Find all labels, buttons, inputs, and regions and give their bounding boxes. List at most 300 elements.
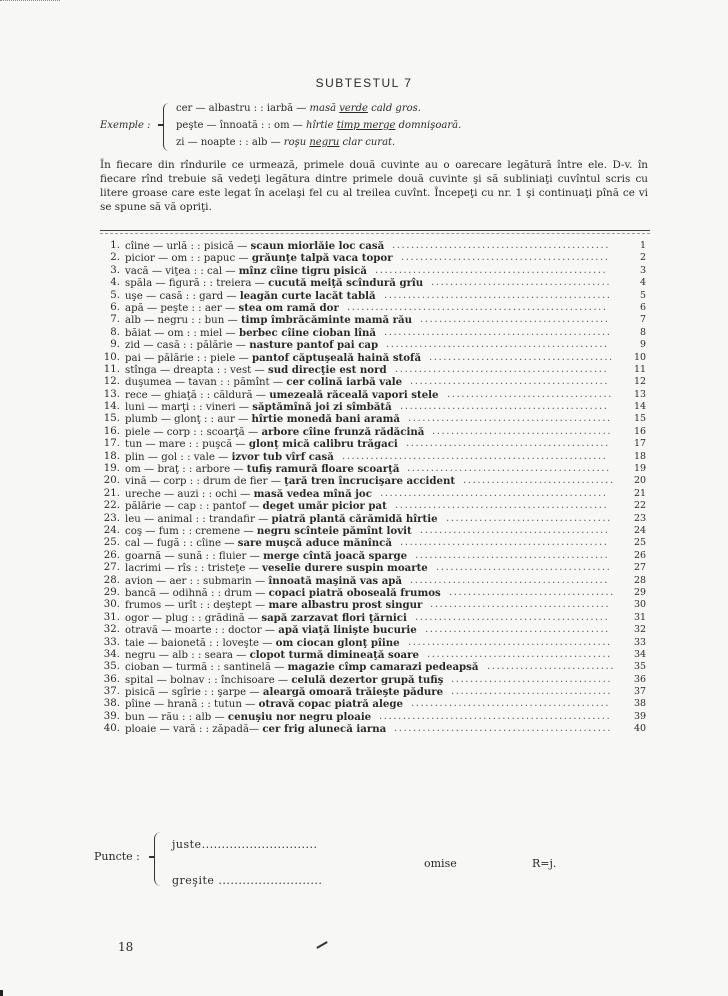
item-number: 2. (110, 252, 120, 264)
list-item (98, 698, 658, 710)
list-item (98, 339, 658, 351)
points-label: Puncte : (94, 850, 140, 863)
r-formula: R=j. (532, 857, 557, 870)
list-item (98, 649, 658, 661)
item-pair: rece — ghiaţă : : căldură — (125, 389, 266, 401)
item-text (125, 525, 412, 538)
item-score-number: 1 (639, 240, 646, 251)
item-score-number: 19 (634, 463, 647, 475)
item-pair: plumb — glonţ : : aur — (125, 414, 249, 426)
item-number: 4. (110, 277, 120, 289)
list-item (98, 277, 658, 289)
item-number: 21. (103, 487, 120, 499)
item-score-number: 27 (634, 562, 647, 574)
item-choices[interactable]: om ciocan glonţ pîine (275, 636, 400, 649)
item-leader-dots: .................................. (451, 686, 613, 698)
item-number: 25. (103, 537, 120, 549)
instructions-paragraph: În fiecare din rîndurile ce urmează, primele două cuvinte au o oarecare legătură între ele. D-v. în fiecare rînd trebuie să vedeţi legătura dintre primele două cuvinte şi să subliniaţi cuvîntul scris cu litere groase care este legat în acelaşi fel cu al treilea cuvînt. Începeţi cu nr. 1 şi continuaţi pînă ce vi se spune să vă opriţi. (100, 159, 648, 213)
item-text (125, 290, 376, 303)
item-text (125, 475, 455, 488)
items-list (98, 240, 658, 736)
item-text (125, 698, 403, 711)
item-score-number: 23 (634, 512, 647, 524)
item-leader-dots: ...................................... (430, 599, 611, 611)
item-pair: vacă — viţea : : cal — (125, 265, 236, 277)
item-leader-dots: ........................................... (407, 463, 611, 475)
list-item (98, 376, 658, 388)
item-choices[interactable]: glonţ mică calibru trăgaci (248, 438, 398, 451)
item-text (125, 537, 392, 550)
item-number: 40. (103, 723, 120, 735)
item-score-number: 28 (634, 574, 647, 586)
item-number: 9. (110, 339, 120, 351)
item-leader-dots: ............................................ (401, 252, 610, 264)
item-leader-dots: ................................................ (384, 289, 612, 301)
item-number: 11. (103, 363, 120, 375)
item-leader-dots: ........................................ (420, 314, 610, 326)
item-pair: cioban — turmă : : santinelă — (125, 662, 285, 674)
item-choices[interactable]: cer frig alunecă iarna (262, 723, 387, 736)
item-leader-dots: ................................................. (379, 710, 612, 722)
list-item (98, 352, 658, 364)
item-number: 23. (103, 512, 120, 524)
item-leader-dots: ........................................................ (342, 450, 608, 462)
list-item (98, 637, 658, 649)
item-score-number: 32 (634, 624, 647, 636)
list-item (98, 475, 658, 487)
item-text (125, 252, 393, 265)
item-pair: pisică — sgîrie : : şarpe — (125, 687, 260, 699)
item-leader-dots: .............................................. (394, 723, 612, 735)
gresite-label: greşite (172, 874, 215, 887)
item-number: 8. (110, 326, 120, 338)
list-item (98, 240, 658, 252)
item-choices[interactable]: ţară tren încrucişare accident (284, 475, 456, 488)
item-score-number: 10 (634, 351, 647, 363)
item-pair: leu — animal : : trandafir — (125, 513, 269, 525)
item-score-number: 14 (634, 401, 647, 413)
list-item (98, 438, 658, 450)
item-number: 1. (110, 240, 120, 251)
item-leader-dots: .......................................... (410, 376, 610, 388)
item-leader-dots: .......................................... (410, 574, 610, 586)
item-leader-dots: ..................................... (436, 562, 612, 574)
item-number: 35. (103, 661, 120, 673)
item-text (125, 599, 422, 612)
list-item (98, 401, 658, 413)
list-item (98, 612, 658, 624)
item-number: 38. (103, 698, 120, 710)
item-text (125, 265, 367, 278)
item-pair: goarnă — sună : : fluier — (125, 550, 260, 562)
item-text (125, 352, 421, 365)
item-number: 16. (103, 425, 120, 437)
item-text (125, 339, 378, 352)
item-pair: taie — baionetă : : loveşte — (125, 637, 273, 649)
item-score-number: 3 (639, 264, 646, 276)
list-item (98, 537, 658, 549)
item-choices[interactable]: masă vedea mînă joc (253, 487, 372, 500)
item-number: 27. (103, 562, 120, 574)
item-score-number: 37 (634, 686, 647, 698)
item-choices[interactable]: mare albastru prost singur (268, 599, 423, 612)
item-number: 19. (103, 463, 120, 475)
item-leader-dots: ................................................ (384, 326, 612, 338)
item-text (125, 413, 400, 426)
list-item (98, 488, 658, 500)
item-number: 12. (103, 376, 120, 388)
item-choices[interactable]: piatră plantă cărămidă hîrtie (271, 512, 438, 525)
item-choices[interactable]: pantof căptuşeală haină stofă (251, 351, 422, 364)
item-score-number: 12 (634, 376, 647, 388)
item-text (125, 277, 423, 290)
item-leader-dots: ........................................... (408, 636, 612, 648)
item-number: 18. (103, 450, 120, 462)
list-item (98, 674, 658, 686)
list-item (98, 252, 658, 264)
item-choices[interactable]: berbec cîine cioban lînă (238, 326, 376, 339)
item-number: 28. (103, 574, 120, 586)
item-leader-dots: ................................... (449, 586, 615, 598)
juste-label: juste (172, 838, 202, 851)
item-choices[interactable]: înnoată maşină vas apă (268, 574, 403, 587)
item-number: 20. (103, 475, 120, 487)
list-item (98, 513, 658, 525)
item-score-number: 5 (639, 289, 646, 301)
item-number: 36. (103, 673, 120, 685)
item-choices[interactable]: leagăn curte lacăt tablă (239, 289, 376, 302)
item-text (125, 575, 402, 588)
item-text (125, 463, 399, 476)
item-leader-dots: ............................................. (395, 363, 609, 375)
item-score-number: 34 (634, 648, 647, 660)
item-leader-dots: ........................................ (420, 524, 610, 536)
item-leader-dots: ......................................... (415, 611, 610, 623)
item-choices[interactable]: hîrtie monedă bani aramă (251, 413, 400, 426)
list-item (98, 426, 658, 438)
item-choices[interactable]: grăunţe talpă vaca topor (251, 252, 393, 265)
list-item (98, 624, 658, 636)
item-score-number: 24 (634, 524, 647, 536)
item-text (125, 488, 372, 501)
item-score-number: 29 (634, 586, 647, 598)
item-choices[interactable]: otravă copac piatră alege (258, 698, 403, 711)
item-number: 26. (103, 549, 120, 561)
item-choices[interactable]: sapă zarzavat flori ţărnici (261, 611, 407, 624)
list-item (98, 463, 658, 475)
item-choices[interactable]: clopot turmă dimineaţă soare (249, 648, 420, 661)
item-pair: cal — fugă : : cîine — (125, 538, 235, 550)
item-choices[interactable]: tufiş ramură floare scoarţă (246, 463, 400, 476)
item-pair: pai — pălărie : : piele — (125, 352, 249, 364)
item-leader-dots: ...................................... (432, 425, 613, 437)
examples-brace (163, 103, 170, 151)
item-number: 14. (103, 401, 120, 413)
list-item (98, 723, 658, 735)
item-leader-dots: ................................... (446, 512, 612, 524)
gresite-field[interactable]: .......................... (214, 874, 323, 887)
item-text (125, 389, 439, 402)
examples-block (100, 101, 660, 153)
item-choices[interactable]: cer colină iarbă vale (286, 376, 403, 389)
pen-mark (316, 941, 327, 949)
item-leader-dots: ........................................... (408, 413, 612, 425)
item-pair: ureche — auzi : : ochi — (125, 488, 251, 500)
item-number: 3. (110, 264, 120, 276)
item-score-number: 17 (634, 438, 647, 450)
item-score-number: 11 (634, 363, 647, 375)
item-leader-dots: ................................... (447, 388, 613, 400)
item-leader-dots: ....................................... (429, 351, 614, 363)
item-score-number: 36 (634, 673, 647, 685)
item-leader-dots: ........................................... (406, 438, 610, 450)
item-choices[interactable]: nasture pantof pai cap (249, 339, 379, 352)
item-pair: stînga — dreapta : : vest — (125, 364, 265, 376)
item-text (125, 686, 443, 699)
item-number: 22. (103, 500, 120, 512)
item-leader-dots: ................................................. (375, 264, 608, 276)
item-pair: duşumea — tavan : : pămînt — (125, 377, 284, 389)
item-text (125, 426, 424, 439)
item-score-number: 13 (634, 388, 647, 400)
item-text (125, 401, 392, 414)
list-item (98, 525, 658, 537)
item-leader-dots: ............................................ (400, 401, 609, 413)
item-text (125, 624, 417, 637)
item-pair: avion — aer : : submarin — (125, 575, 266, 587)
points-brace (154, 832, 162, 886)
item-choices[interactable]: umezeală răceală vapori stele (269, 388, 439, 401)
item-leader-dots: ......................................... (415, 549, 610, 561)
item-leader-dots: .................................. (451, 673, 613, 685)
item-score-number: 31 (634, 611, 647, 623)
item-pair: negru — alb : : seara — (125, 649, 247, 661)
item-choices[interactable]: izvor tub vîrf casă (231, 450, 334, 463)
item-number: 24. (103, 524, 120, 536)
item-pair: frumos — urît : : deştept — (125, 600, 266, 612)
item-choices[interactable]: scaun miorlăie loc casă (250, 240, 385, 252)
item-pair: vină — corp : : drum de fier — (125, 476, 281, 488)
item-number: 34. (103, 648, 120, 660)
list-item (98, 550, 658, 562)
item-choices[interactable]: negru scînteie pămînt lovit (256, 524, 412, 537)
item-score-number: 40 (634, 723, 647, 735)
item-text (125, 302, 339, 315)
example-line: peşte — înnoată : : om — hîrtie timp merge domnişoară. (176, 120, 462, 131)
item-choices[interactable]: celulă dezertor grupă tufiş (291, 673, 444, 686)
list-item (98, 562, 658, 574)
item-text (125, 587, 441, 600)
item-score-number: 26 (634, 549, 647, 561)
example-line: zi — noapte : : alb — roşu negru clar curat. (176, 137, 396, 148)
list-item (98, 599, 658, 611)
item-choices[interactable]: apă viaţă linişte bucurie (278, 624, 417, 637)
item-choices[interactable]: sud direcţie est nord (267, 363, 387, 376)
page-number: 18 (118, 940, 134, 954)
item-number: 17. (103, 438, 120, 450)
item-text (125, 661, 479, 674)
item-pair: spital — bolnav : : închisoare — (125, 674, 289, 686)
left-edge-mark (0, 990, 3, 996)
item-choices[interactable]: veselie durere suspin moarte (262, 562, 428, 575)
item-score-number: 7 (639, 314, 646, 326)
list-item (98, 500, 658, 512)
item-choices[interactable]: copaci piatră oboseală frumos (268, 586, 441, 599)
item-choices[interactable]: aleargă omoară trăieşte pădure (262, 686, 444, 699)
item-text (125, 314, 412, 327)
item-choices[interactable]: mînz cîine tigru pisică (238, 264, 367, 277)
item-choices[interactable]: săptămînă joi zi sîmbătă (252, 401, 392, 414)
item-leader-dots: ....................................................... (347, 301, 608, 313)
item-score-number: 9 (639, 339, 646, 351)
item-pair: cîine — urlă : : pisică — (125, 241, 248, 252)
item-number: 32. (103, 624, 120, 636)
item-text (125, 500, 387, 513)
item-score-number: 25 (634, 537, 647, 549)
item-text (125, 562, 428, 575)
item-pair: spăla — figură : : treiera — (125, 278, 265, 290)
item-score-number: 16 (634, 425, 647, 437)
item-pair: otravă — moarte : : doctor — (125, 625, 275, 637)
item-leader-dots: ............................................ (400, 537, 609, 549)
examples-label: Exemple : (100, 120, 151, 131)
item-text (125, 674, 443, 687)
item-choices[interactable]: timp îmbrăcăminte mamă rău (240, 314, 413, 327)
item-number: 37. (103, 686, 120, 698)
gresite-row[interactable] (172, 874, 322, 887)
item-pair: luni — marţi : : vineri — (125, 402, 249, 414)
item-pair: tun — mare : : puşcă — (125, 439, 246, 451)
item-number: 6. (110, 301, 120, 313)
item-score-number: 21 (634, 487, 647, 499)
list-item (98, 661, 658, 673)
item-leader-dots: ....................................... (427, 648, 612, 660)
item-choices[interactable]: stea om ramă dor (238, 301, 339, 314)
page-title: SUBTESTUL 7 (315, 76, 413, 90)
item-pair: băiat — om : : miel — (125, 327, 236, 339)
item-pair: ploaie — vară : : zăpadă— (125, 724, 260, 736)
item-number: 31. (103, 611, 120, 623)
item-leader-dots: .......................................... (411, 698, 611, 710)
juste-field[interactable]: ............................. (201, 838, 318, 851)
item-leader-dots: .............................................. (392, 240, 610, 251)
item-text (125, 550, 407, 563)
section-divider (100, 230, 650, 231)
item-leader-dots: ...................................... (431, 277, 612, 289)
item-leader-dots: ................................................ (380, 487, 608, 499)
item-pair: ogor — plug : : grădină — (125, 612, 259, 624)
item-text (125, 327, 376, 340)
item-text (125, 438, 398, 451)
item-text (125, 723, 386, 736)
item-pair: plin — gol : : vale — (125, 451, 229, 463)
omise-label: omise (424, 857, 457, 870)
item-leader-dots: ............................................... (386, 339, 609, 351)
item-choices[interactable]: merge cîntă joacă sparge (263, 549, 408, 562)
list-item (98, 686, 658, 698)
item-text (125, 637, 400, 650)
item-score-number: 4 (639, 277, 646, 289)
item-text (125, 451, 334, 464)
list-item (98, 314, 658, 326)
example-line: cer — albastru : : iarbă — masă verde cald gros. (176, 103, 421, 114)
item-pair: apă — peşte : : aer — (125, 302, 236, 314)
item-leader-dots: ............................................. (395, 500, 609, 512)
item-choices[interactable]: magazie cîmp camarazi pedeapsă (287, 661, 479, 674)
item-leader-dots: ....................................... (425, 624, 610, 636)
list-item (98, 587, 658, 599)
list-item (98, 575, 658, 587)
item-choices[interactable]: cenuşiu nor negru ploaie (227, 710, 372, 723)
item-score-number: 35 (634, 661, 647, 673)
item-pair: bun — rău : : alb — (125, 711, 225, 723)
item-pair: uşe — casă : : gard — (125, 290, 237, 302)
item-pair: alb — negru : : bun — (125, 315, 238, 327)
item-pair: om — braţ : : arbore — (125, 464, 244, 476)
item-leader-dots: ................................ (463, 475, 615, 487)
list-item (98, 364, 658, 376)
item-score-number: 2 (639, 252, 646, 264)
item-choices[interactable]: cucută meiţă scîndură grîu (268, 277, 424, 290)
item-choices[interactable]: deget umăr picior pat (262, 500, 387, 513)
item-text (125, 649, 419, 662)
list-item (98, 265, 658, 277)
item-number: 10. (103, 351, 120, 363)
list-item (98, 711, 658, 723)
item-pair: zid — casă : : pălărie — (125, 340, 246, 352)
section-divider-dashed (100, 233, 650, 234)
item-choices[interactable]: sare muşcă aduce mănîncă (237, 537, 392, 550)
item-text (125, 513, 438, 526)
item-pair: lacrimi — rîs : : tristeţe — (125, 563, 259, 575)
list-item (98, 302, 658, 314)
list-item (98, 451, 658, 463)
item-pair: picior — om : : papuc — (125, 253, 249, 265)
item-number: 33. (103, 636, 120, 648)
item-score-number: 33 (634, 636, 647, 648)
list-item (98, 290, 658, 302)
item-leader-dots: ........................... (487, 661, 615, 673)
top-edge-mark (0, 0, 60, 2)
item-number: 5. (110, 289, 120, 301)
item-text (125, 711, 371, 724)
item-score-number: 15 (634, 413, 647, 425)
item-pair: bancă — odihnă : : drum — (125, 587, 266, 599)
item-pair: pîine — hrană : : tutun — (125, 699, 256, 711)
item-number: 30. (103, 599, 120, 611)
item-score-number: 8 (639, 326, 646, 338)
item-text (125, 612, 407, 625)
item-number: 15. (103, 413, 120, 425)
item-text (125, 376, 402, 389)
list-item (98, 413, 658, 425)
list-item (98, 327, 658, 339)
item-pair: pălărie — cap : : pantof — (125, 501, 260, 513)
item-text (125, 240, 384, 253)
list-item (98, 389, 658, 401)
item-pair: coş — fum : : cremene — (125, 525, 254, 537)
item-number: 13. (103, 388, 120, 400)
item-number: 7. (110, 314, 120, 326)
juste-row[interactable] (172, 838, 317, 851)
item-score-number: 18 (634, 450, 647, 462)
item-choices[interactable]: arbore cîine frunză rădăcină (261, 425, 425, 438)
item-score-number: 30 (634, 599, 647, 611)
item-number: 39. (103, 710, 120, 722)
item-score-number: 6 (639, 301, 646, 313)
item-score-number: 22 (634, 500, 647, 512)
item-score-number: 38 (634, 698, 647, 710)
